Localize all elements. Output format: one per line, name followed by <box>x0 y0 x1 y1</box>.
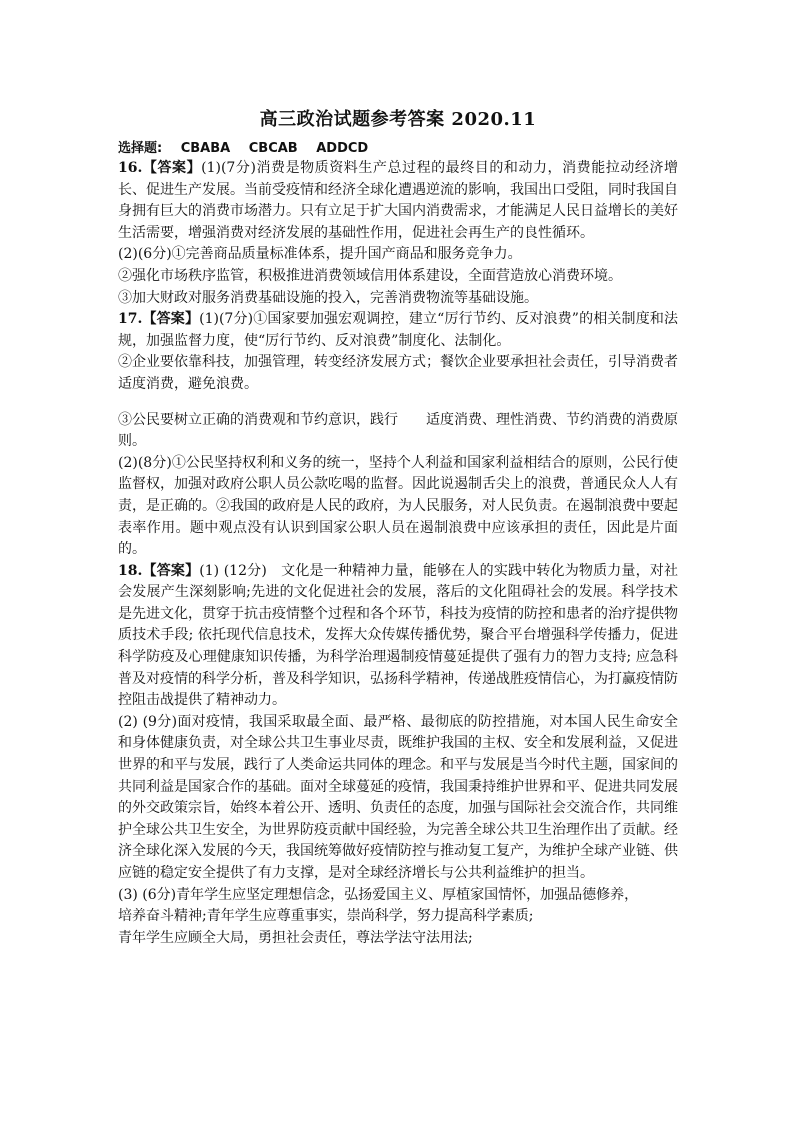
q17-point2: ②企业要依靠科技，加强管理，转变经济发展方式；餐饮企业要承担社会责任，引导消费者适度消费，避免浪费。 <box>118 354 678 392</box>
choice-group-3: ADDCD <box>316 141 369 156</box>
spacer <box>118 396 678 410</box>
q17-point3: ③公民要树立正确的消费观和节约意识，践行 适度消费、理性消费、节约消费的消费原则。 <box>118 411 678 450</box>
choice-answers <box>118 137 678 156</box>
q18-point2: 培养奋斗精神;青年学生应尊重事实，崇尚科学，努力提高科学素质; <box>118 908 534 925</box>
q16-part2: (2)(6分)①完善商品质量标准体系，提升国产商品和服务竞争力。 <box>118 246 522 263</box>
q16-heading: 16.【答案】 <box>118 160 202 176</box>
q18-point3: 青年学生应顾全大局，勇担社会责任，尊法学法守法用法; <box>118 929 473 946</box>
q18-part2: (2) (9分)面对疫情，我国采取最全面、最严格、最彻底的防控措施，对本国人民生命安全和身体健康负责，对全球公共卫生事业尽责，既维护我国的主权、安全和发展利益，又促进世界的和平与发展，践行了人类命运共同体的理念。和平与发展是当今时代主题，国家间的共同利益是国家合作的基础。面对全球蔓延的疫情，我国秉持维护世界和平、促进共同发展的外交政策宗旨，始终本着公开、透明、负责任的态度，加强与国际社会交流合作，共同维护全球公共卫生安全，为世界防疫贡献中国经验，为完善全球公共卫生治理作出了贡献。经济全球化深入发展的今天，我国统筹做好疫情防控与推动复工复产，为维护全球产业链、供应链的稳定安全提供了有力支撑，是对全球经济增长与公共利益维护的担当。 <box>118 713 678 881</box>
answer-document <box>118 105 678 949</box>
q18-part1 <box>118 561 678 712</box>
q18-heading: 18.【答案】 <box>118 562 200 579</box>
choice-group-2: CBCAB <box>248 141 298 156</box>
q17-part1-text: (1)(7分)①国家要加强宏观调控，建立“厉行节约、反对浪费”的相关制度和法规，加强监督力度，使“厉行节约、反对浪费”制度化、法制化。 <box>118 311 678 349</box>
q17-heading: 17.【答案】 <box>118 311 200 328</box>
choice-label: 选择题: <box>118 141 163 156</box>
q16-part1-text: (1)(7分)消费是物质资料生产总过程的最终目的和动力，消费能拉动经济增长、促进生产发展。当前受疫情和经济全球化遭遇逆流的影响，我国出口受阻，同时我国自身拥有巨大的消费市场潜力。只有立足于扩大国内消费需求，才能满足人民日益增长的美好生活需要，增强消费对经济发展的基础性作用，促进社会再生产的良性循环。 <box>118 160 678 241</box>
q18-part1-text: (1) (12分) 文化是一种精神力量，能够在人的实践中转化为物质力量，对社会发展产生深刻影响;先进的文化促进社会的发展，落后的文化阻碍社会的发展。科学技术是先进文化，贯穿于抗击疫情整个过程和各个环节，科技为疫情的防控和患者的治疗提供物质技术手段; 依托现代信息技术，发挥大众传媒传播优势，聚合平台增强科学传播力，促进科学防疫及心理健康知识传播，为科学治理遏制疫情蔓延提供了强有力的智力支持; 应急科普及对疫情的科学分析，普及科学知识，弘扬科学精神，传递战胜疫情信心，为打赢疫情防控阻击战提供了精神动力。 <box>118 562 678 709</box>
q16-part1 <box>118 158 678 244</box>
q16-point3: ③加大财政对服务消费基础设施的投入，完善消费物流等基础设施。 <box>118 289 538 306</box>
choice-group-1: CBABA <box>180 141 231 156</box>
page-title: 高三政治试题参考答案 2020.11 <box>259 109 537 130</box>
q17-part1 <box>118 309 678 352</box>
q16-point2: ②强化市场秩序监管，积极推进消费领域信用体系建设，全面营造放心消费环境。 <box>118 267 622 284</box>
q17-part2: (2)(8分)①公民坚持权利和义务的统一，坚持个人利益和国家利益相结合的原则，公民行使监督权，加强对政府公职人员公款吃喝的监督。因此说遏制舌尖上的浪费，普通民众人人有责，是正确的。②我国的政府是人民的政府，为人民服务，对人民负责。在遏制浪费中要起表率作用。题中观点没有认识到国家公职人员在遏制浪费中应该承担的责任，因此是片面的。 <box>118 454 678 558</box>
q18-part3: (3) (6分)青年学生应坚定理想信念，弘扬爱国主义、厚植家国情怀，加强品德修养， <box>118 886 639 903</box>
